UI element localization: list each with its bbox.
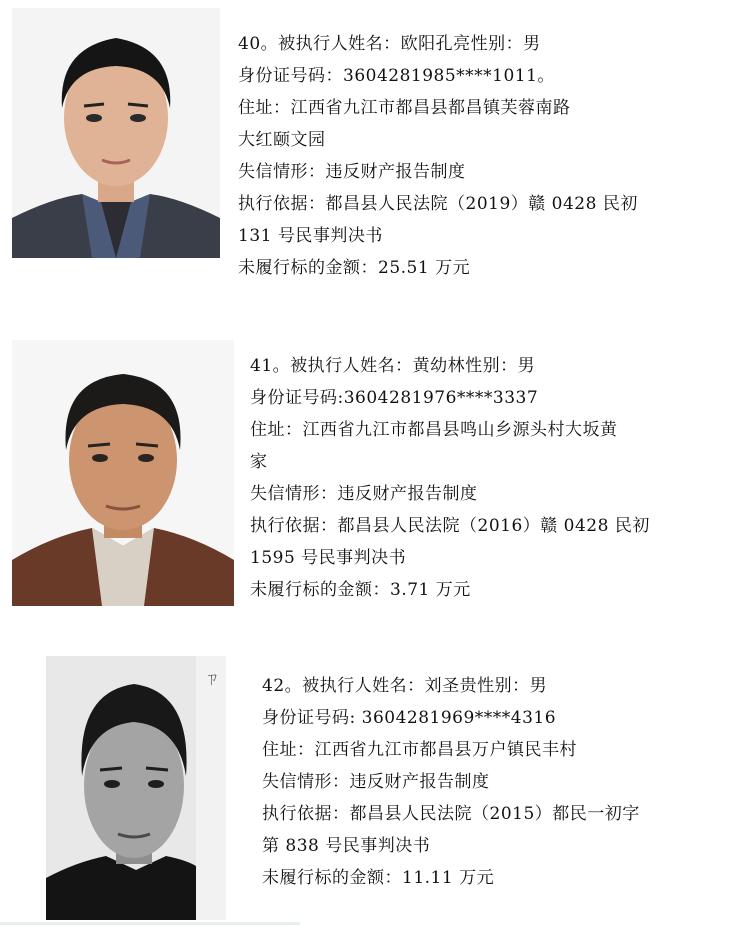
portrait-photo: [12, 340, 234, 606]
debtor-name: 刘圣贵: [424, 676, 478, 696]
address-label: 住址：: [262, 740, 315, 760]
amount-line: [250, 574, 650, 606]
basis-value: 第 838 号民事判决书: [262, 836, 431, 856]
amount-line: [262, 862, 640, 894]
basis-value: 都昌县人民法院（2019）赣 0428 民初: [325, 194, 638, 214]
gender-value: 男: [523, 34, 541, 54]
id-label: 身份证号码：: [238, 66, 343, 86]
address-value: 江西省九江市都昌县万户镇民丰村: [314, 740, 577, 760]
name-label: 被执行人姓名：: [278, 34, 401, 54]
address-value: 江西省九江市都昌县鸣山乡源头村大坂黄: [302, 420, 618, 440]
address-line: [262, 734, 640, 766]
name-label: 被执行人姓名：: [290, 356, 413, 376]
basis-line: [238, 188, 638, 220]
basis-line: [262, 798, 640, 830]
amount-label: 未履行标的金额：: [250, 580, 390, 600]
amount-value: 25.51 万元: [378, 258, 471, 278]
situation-label: 失信情形：: [250, 484, 338, 504]
address-line: [250, 414, 650, 446]
address-line-continued: [250, 446, 650, 478]
photo-handwritten-mark: ㄗ: [204, 669, 221, 688]
id-line: [262, 702, 640, 734]
portrait-photo: [12, 8, 220, 258]
gender-value: 男: [517, 356, 536, 376]
entry-number: 41: [250, 356, 273, 376]
id-number: 3604281976****3337: [343, 388, 539, 408]
situation-line: [238, 156, 638, 188]
address-line-continued: [238, 124, 638, 156]
separator: 。: [272, 356, 291, 376]
amount-value: 11.11 万元: [402, 868, 495, 888]
situation-label: 失信情形：: [262, 772, 350, 792]
id-label: 身份证号码:: [262, 708, 362, 728]
address-value: 江西省九江市都昌县都昌镇芙蓉南路: [290, 98, 571, 118]
separator: 。: [260, 34, 279, 54]
situation-label: 失信情形：: [238, 162, 326, 182]
situation-value: 违反财产报告制度: [325, 162, 466, 182]
id-label: 身份证号码:: [250, 388, 344, 408]
name-line: [238, 28, 638, 60]
address-value: 大红颐文园: [238, 130, 326, 150]
debtor-name: 黄幼林: [412, 356, 466, 376]
address-line: [238, 92, 638, 124]
basis-value: 131 号民事判决书: [238, 226, 383, 246]
basis-line-continued: [250, 542, 650, 574]
gender-label: 性别：: [465, 356, 518, 376]
entry-number: 40: [238, 34, 261, 54]
amount-value: 3.71 万元: [390, 580, 471, 600]
id-number: 3604281985****1011。: [343, 66, 555, 86]
address-label: 住址：: [238, 98, 291, 118]
amount-label: 未履行标的金额：: [238, 258, 378, 278]
basis-label: 执行依据：: [262, 804, 350, 824]
basis-label: 执行依据：: [250, 516, 338, 536]
basis-line: [250, 510, 650, 542]
basis-line-continued: [262, 830, 640, 862]
entry-number: 42: [262, 676, 285, 696]
name-label: 被执行人姓名：: [302, 676, 425, 696]
id-line: [238, 60, 638, 92]
situation-value: 违反财产报告制度: [337, 484, 478, 504]
basis-value: 1595 号民事判决书: [250, 548, 407, 568]
gender-label: 性别：: [477, 676, 530, 696]
amount-label: 未履行标的金额：: [262, 868, 402, 888]
basis-value: 都昌县人民法院（2015）都民一初字: [349, 804, 640, 824]
amount-line: [238, 252, 638, 284]
basis-value: 都昌县人民法院（2016）赣 0428 民初: [337, 516, 650, 536]
address-value: 家: [250, 452, 268, 472]
basis-line-continued: [238, 220, 638, 252]
situation-line: [250, 478, 650, 510]
basis-label: 执行依据：: [238, 194, 326, 214]
gender-label: 性别：: [470, 34, 524, 54]
bottom-divider: [0, 922, 300, 925]
portrait-photo: [46, 656, 226, 920]
situation-line: [262, 766, 640, 798]
id-number: 3604281969****4316: [361, 708, 557, 728]
separator: 。: [284, 676, 303, 696]
name-line: [262, 670, 640, 702]
gender-value: 男: [529, 676, 548, 696]
address-label: 住址：: [250, 420, 303, 440]
debtor-name: 欧阳孔亮: [400, 34, 471, 54]
id-line: [250, 382, 650, 414]
situation-value: 违反财产报告制度: [349, 772, 490, 792]
name-line: [250, 350, 650, 382]
